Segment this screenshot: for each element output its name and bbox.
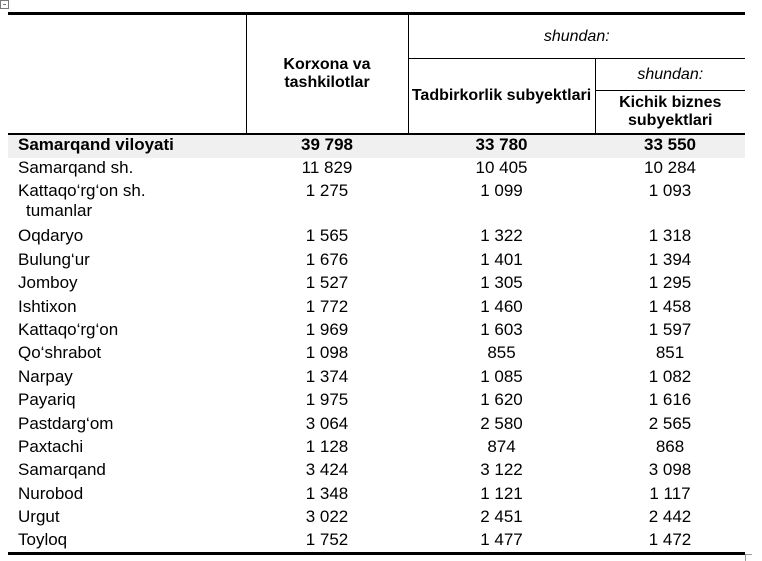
row-enterprises: 1 772: [246, 296, 408, 319]
row-name-label: Kattaqo‘rg‘on: [18, 319, 119, 339]
table-row: [8, 413, 745, 436]
row-entrepreneurship: 874: [408, 436, 595, 459]
row-name-continuation: tumanlar: [26, 201, 93, 221]
row-name: [8, 319, 246, 342]
row-name-label: Kattaqo‘rg‘on sh.: [18, 181, 146, 201]
total-small-business: 33 550: [595, 134, 745, 158]
table-row: [8, 343, 745, 366]
header-corner: [8, 14, 246, 134]
row-name: [8, 226, 246, 249]
table-row: [8, 483, 745, 506]
row-enterprises: 1 348: [246, 483, 408, 506]
row-enterprises: 11 829: [246, 158, 408, 181]
row-name-label: Qo‘shrabot: [18, 343, 102, 363]
row-small-business: 1 117: [595, 483, 745, 506]
table-row: [8, 158, 745, 181]
table-row: [8, 366, 745, 389]
row-name: [8, 158, 246, 181]
row-name: [8, 343, 246, 366]
row-entrepreneurship: 1 322: [408, 226, 595, 249]
header-group-label: shundan:: [408, 14, 745, 59]
row-entrepreneurship: 2 580: [408, 413, 595, 436]
row-name: [8, 249, 246, 272]
statistics-table: [8, 12, 745, 555]
row-small-business: 868: [595, 436, 745, 459]
row-enterprises: 1 752: [246, 530, 408, 553]
row-entrepreneurship: 10 405: [408, 158, 595, 181]
row-small-business: 1 318: [595, 226, 745, 249]
row-entrepreneurship: 3 122: [408, 460, 595, 483]
row-name: [8, 507, 246, 530]
row-name: [8, 296, 246, 319]
row-enterprises: 3 022: [246, 507, 408, 530]
row-name: [8, 436, 246, 459]
row-enterprises: 1 527: [246, 273, 408, 296]
header-enterprises: Korxona va tashkilotlar: [246, 14, 408, 134]
row-name-label: Samarqand sh.: [18, 157, 134, 177]
row-entrepreneurship: 1 305: [408, 273, 595, 296]
row-enterprises: 1 975: [246, 390, 408, 413]
row-name-label: Toyloq: [18, 530, 68, 550]
table-row: [8, 507, 745, 530]
row-name-label: Paxtachi: [18, 436, 84, 456]
row-small-business: 1 597: [595, 319, 745, 342]
row-small-business: 2 442: [595, 507, 745, 530]
row-enterprises: 3 064: [246, 413, 408, 436]
row-enterprises: 1 969: [246, 319, 408, 342]
row-enterprises: 1 128: [246, 436, 408, 459]
row-name: [8, 413, 246, 436]
row-small-business: 3 098: [595, 460, 745, 483]
row-name-label: Urgut: [18, 507, 60, 527]
table-row: [8, 460, 745, 483]
row-small-business: 1 295: [595, 273, 745, 296]
row-small-business: 2 565: [595, 413, 745, 436]
row-small-business: 1 472: [595, 530, 745, 553]
table-row: [8, 226, 745, 249]
row-name-label: Oqdaryo: [18, 226, 84, 246]
row-entrepreneurship: 1 603: [408, 319, 595, 342]
table-row: [8, 273, 745, 296]
row-small-business: 1 082: [595, 366, 745, 389]
row-name: [8, 390, 246, 413]
table-row: [8, 181, 745, 226]
table-row: [8, 390, 745, 413]
row-name: [8, 181, 246, 226]
header-small-business: Kichik biznes subyektlari: [619, 93, 722, 129]
row-entrepreneurship: 2 451: [408, 507, 595, 530]
row-entrepreneurship: 1 401: [408, 249, 595, 272]
row-small-business: 1 616: [595, 390, 745, 413]
row-entrepreneurship: 1 085: [408, 366, 595, 389]
row-small-business: 1 458: [595, 296, 745, 319]
table-row: [8, 319, 745, 342]
row-name-label: Samarqand: [18, 460, 106, 480]
row-name: [8, 483, 246, 506]
row-name-label: Jomboy: [18, 273, 78, 293]
row-name: [8, 530, 246, 553]
row-entrepreneurship: 1 121: [408, 483, 595, 506]
table-row: [8, 296, 745, 319]
row-entrepreneurship: 1 477: [408, 530, 595, 553]
row-name: [8, 460, 246, 483]
row-name-label: Payariq: [18, 390, 76, 410]
row-small-business: 10 284: [595, 158, 745, 181]
header-subgroup-label: shundan:: [595, 59, 745, 91]
row-entrepreneurship: 1 460: [408, 296, 595, 319]
table-row: [8, 530, 745, 553]
total-name: Samarqand viloyati: [8, 134, 246, 158]
row-name: [8, 273, 246, 296]
row-name: [8, 366, 246, 389]
row-enterprises: 1 676: [246, 249, 408, 272]
row-enterprises: 1 098: [246, 343, 408, 366]
row-small-business: 851: [595, 343, 745, 366]
row-name-label: Bulung‘ur: [18, 249, 90, 269]
row-entrepreneurship: 855: [408, 343, 595, 366]
row-entrepreneurship: 1 099: [408, 181, 595, 226]
table-row: [8, 249, 745, 272]
row-small-business: 1 093: [595, 181, 745, 226]
row-name-label: Narpay: [18, 366, 73, 386]
row-enterprises: 3 424: [246, 460, 408, 483]
table-move-handle-icon[interactable]: [0, 0, 9, 9]
header-entrepreneurship: Tadbirkorlik subyektlari: [408, 59, 595, 134]
row-name-label: Nurobod: [18, 483, 84, 503]
table-row: [8, 436, 745, 459]
row-small-business: 1 394: [595, 249, 745, 272]
total-row: [8, 134, 745, 158]
table-resize-handle-icon[interactable]: [745, 554, 752, 561]
row-name-label: Ishtixon: [18, 296, 77, 316]
row-enterprises: 1 374: [246, 366, 408, 389]
row-enterprises: 1 275: [246, 181, 408, 226]
total-entrepreneurship: 33 780: [408, 134, 595, 158]
row-name-label: Pastdarg‘om: [18, 413, 114, 433]
row-enterprises: 1 565: [246, 226, 408, 249]
total-enterprises: 39 798: [246, 134, 408, 158]
row-entrepreneurship: 1 620: [408, 390, 595, 413]
